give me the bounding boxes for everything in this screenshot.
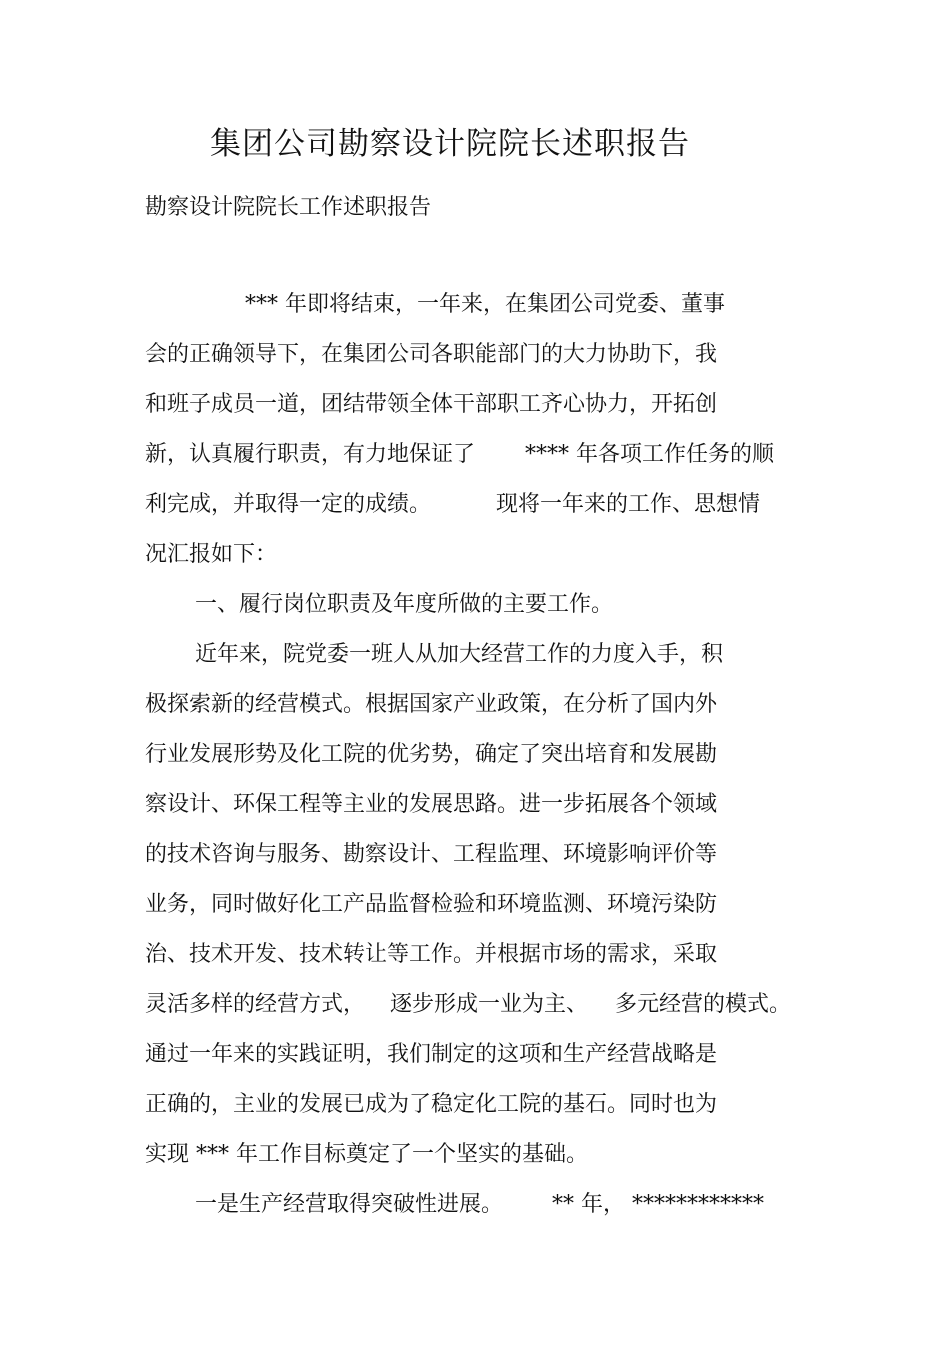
paragraph-line: 行业发展形势及化工院的优劣势，确定了突出培育和发展勘 [145, 742, 718, 767]
text-segment: 一、履行岗位职责及年度所做的主要工作。 [195, 592, 614, 617]
text-segment: ** 年， [552, 1192, 625, 1217]
text-segment: 近年来，院党委一班人从加大经营工作的力度入手，积 [195, 642, 724, 667]
document-subtitle: 勘察设计院院长工作述职报告 [145, 195, 432, 220]
paragraph-line: 察设计、环保工程等主业的发展思路。进一步拓展各个领域 [145, 792, 718, 817]
paragraph-line: 通过一年来的实践证明，我们制定的这项和生产经营战略是 [145, 1042, 718, 1067]
text-segment: 逐步形成一业为主、 [390, 992, 589, 1017]
paragraph-line: 极探索新的经营模式。根据国家产业政策，在分析了国内外 [145, 692, 718, 717]
text-segment: *** 年即将结束，一年来，在集团公司党委、董事 [245, 292, 725, 317]
text-segment: **** 年各项工作任务的顺 [525, 442, 774, 467]
text-segment: 多元经营的模式。 [615, 992, 792, 1017]
paragraph-line: 业务，同时做好化工产品监督检验和环境监测、环境污染防 [145, 892, 718, 917]
paragraph-line: 实现 *** 年工作目标奠定了一个坚实的基础。 [145, 1142, 588, 1167]
paragraph-line: 会的正确领导下，在集团公司各职能部门的大力协助下，我 [145, 342, 718, 367]
paragraph-line: 况汇报如下： [145, 542, 278, 567]
text-segment: 一是生产经营取得突破性进展。 [195, 1192, 504, 1217]
text-segment: 现将一年来的工作、思想情 [496, 492, 761, 517]
text-segment: 利完成，并取得一定的成绩。 [145, 492, 432, 517]
paragraph-line: 和班子成员一道，团结带领全体干部职工齐心协力，开拓创 [145, 392, 718, 417]
paragraph-line: 正确的，主业的发展已成为了稳定化工院的基石。同时也为 [145, 1092, 718, 1117]
document-title: 集团公司勘察设计院院长述职报告 [210, 126, 690, 162]
text-segment: 新，认真履行职责，有力地保证了 [145, 442, 476, 467]
text-segment: ************ [632, 1192, 764, 1217]
paragraph-line: 治、技术开发、技术转让等工作。并根据市场的需求，采取 [145, 942, 718, 967]
text-segment: 灵活多样的经营方式， [145, 992, 366, 1017]
paragraph-line: 的技术咨询与服务、勘察设计、工程监理、环境影响评价等 [145, 842, 718, 867]
